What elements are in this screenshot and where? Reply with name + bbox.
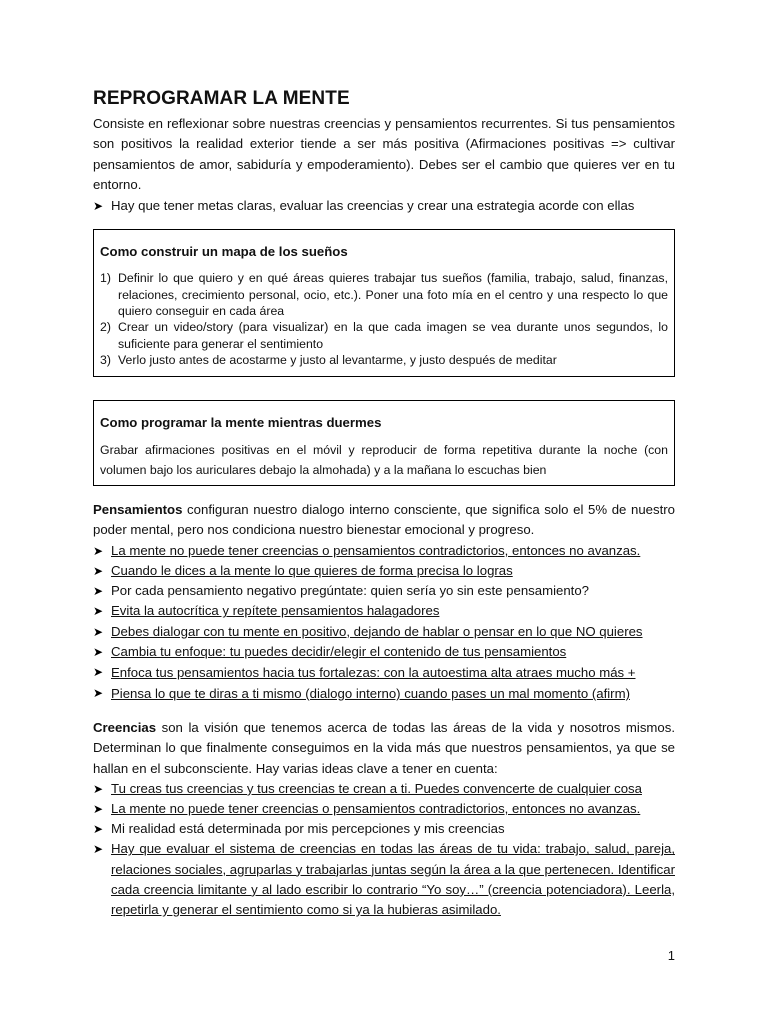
list-item: 2) Crear un video/story (para visualizar) en la que cada imagen se vea durante unos segundos, lo suficiente para generar el sentimiento <box>100 320 668 351</box>
arrow-bullet-icon: ➤ <box>93 624 104 639</box>
page-content <box>93 88 675 920</box>
arrow-bullet-icon: ➤ <box>93 781 104 796</box>
page-number: 1 <box>667 948 675 963</box>
list-item: ➤ Hay que evaluar el sistema de creencias en todas las áreas de tu vida: trabajo, salud, pareja, relaciones sociales, agruparlas y trabajarlas juntas según la área a la que pertenecen. Identificar cada creencia limitante y al lado escribir lo contrario “Yo soy…” (creencia potenciadora). Leerla, repetirla y generar el sentimiento como si ya la hubieras asimilado. <box>93 841 675 918</box>
creencias-section <box>93 718 675 920</box>
pensamientos-bullet-list <box>93 541 675 704</box>
arrow-bullet-icon: ➤ <box>93 685 104 700</box>
arrow-bullet-icon: ➤ <box>93 199 104 214</box>
box-title: Como programar la mente mientras duermes <box>100 415 382 431</box>
list-item: ➤ Hay que tener metas claras, evaluar las creencias y crear una estrategia acorde con ellas <box>93 196 675 216</box>
intro-bullet-list <box>93 196 675 216</box>
pensamientos-paragraph: Pensamientos configuran nuestro dialogo interno consciente, que significa solo el 5% de nuestro poder mental, pero nos condiciona nuestro bienestar emocional y progreso. <box>93 502 675 538</box>
page-title: REPROGRAMAR LA MENTE <box>93 88 350 109</box>
list-item: 3) Verlo justo antes de acostarme y justo al levantarme, y justo después de meditar <box>100 352 557 367</box>
intro-paragraph: Consiste en reflexionar sobre nuestras creencias y pensamientos recurrentes. Si tus pensamientos son positivos la realidad exterior tiende a ser más positiva (Afirmaciones positivas => cultivar pensamientos de amor, sabiduría y empoderamiento). Debes ser el cambio que quieres ver en tu entorno. <box>93 116 675 192</box>
list-item: ➤ Por cada pensamiento negativo pregúntate: quien sería yo sin este pensamiento? <box>93 581 675 601</box>
arrow-bullet-icon: ➤ <box>93 822 104 837</box>
arrow-bullet-icon: ➤ <box>93 644 104 659</box>
list-item: ➤ Cambia tu enfoque: tu puedes decidir/elegir el contenido de tus pensamientos <box>93 642 675 662</box>
creencias-bullet-list <box>93 779 675 920</box>
arrow-bullet-icon: ➤ <box>93 802 104 817</box>
list-item: ➤ Mi realidad está determinada por mis percepciones y mis creencias <box>93 819 675 839</box>
box-text: Grabar afirmaciones positivas en el móvil y reproducir de forma repetitiva durante la noche (con volumen bajo los auriculares debajo la almohada) y a la mañana lo escuchas bien <box>100 443 668 477</box>
list-item: ➤ Cuando le dices a la mente lo que quieres de forma precisa lo logras <box>93 561 675 581</box>
arrow-bullet-icon: ➤ <box>93 604 104 619</box>
arrow-bullet-icon: ➤ <box>93 543 104 558</box>
arrow-bullet-icon: ➤ <box>93 664 104 679</box>
list-item: ➤ Evita la autocrítica y repítete pensamientos halagadores <box>93 601 675 621</box>
list-item: ➤ La mente no puede tener creencias o pensamientos contradictorios, entonces no avanzas. <box>93 541 675 561</box>
list-item: ➤ Tu creas tus creencias y tus creencias te crean a ti. Puedes convencerte de cualquier cosa <box>93 779 675 799</box>
dream-map-box <box>93 229 675 377</box>
numbered-list <box>100 270 668 368</box>
arrow-bullet-icon: ➤ <box>93 584 104 599</box>
box-title: Como construir un mapa de los sueños <box>100 244 348 260</box>
list-item: ➤ La mente no puede tener creencias o pensamientos contradictorios, entonces no avanzas. <box>93 799 675 819</box>
arrow-bullet-icon: ➤ <box>93 563 104 578</box>
list-item: ➤ Piensa lo que te diras a ti mismo (dialogo interno) cuando pases un mal momento (afirm) <box>93 683 675 704</box>
pensamientos-section <box>93 500 675 704</box>
arrow-bullet-icon: ➤ <box>93 842 104 857</box>
list-item: ➤ Debes dialogar con tu mente en positivo, dejando de hablar o pensar en lo que NO quieres <box>93 622 675 642</box>
list-item: 1) Definir lo que quiero y en qué áreas quieres trabajar tus sueños (familia, trabajo, salud, finanzas, relaciones, crecimiento personal, ocio, etc.). Poner una foto mía en el centro y una respecto lo que quiero conseguir en cada área <box>100 271 668 318</box>
sleep-programming-box <box>93 400 675 486</box>
creencias-paragraph: Creencias son la visión que tenemos acerca de todas las áreas de la vida y nosotros mismos. Determinan lo que finalmente conseguimos en la vida más que nuestros pensamientos, ya que se hallan en el subconsciente. Hay varias ideas clave a tener en cuenta: <box>93 719 675 776</box>
list-item: ➤ Enfoca tus pensamientos hacia tus fortalezas: con la autoestima alta atraes mucho más + <box>93 662 675 683</box>
